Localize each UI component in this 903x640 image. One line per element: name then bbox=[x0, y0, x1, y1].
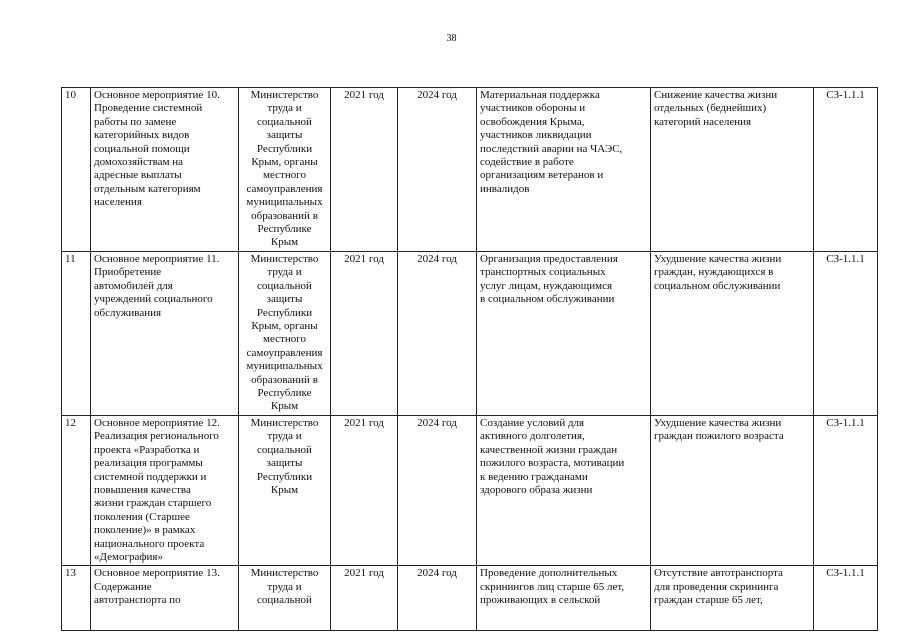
expected-result-cell: Проведение дополнительных скринингов лиц старше 65 лет, проживающих в сельской bbox=[477, 566, 651, 631]
executor-cell: Министерство труда и социальной bbox=[239, 566, 331, 631]
indicator-code-cell: СЗ-1.1.1 bbox=[814, 566, 878, 631]
end-year-cell: 2024 год bbox=[398, 88, 477, 252]
end-year-cell: 2024 год bbox=[398, 416, 477, 566]
indicator-code-cell: СЗ-1.1.1 bbox=[814, 252, 878, 416]
expected-result-cell: Организация предоставления транспортных социальных услуг лицам, нуждающимся в социальном обслуживании bbox=[477, 252, 651, 416]
activity-cell: Основное мероприятие 11. Приобретение автомобилей для учреждений социального обслуживания bbox=[91, 252, 239, 416]
consequence-cell: Ухудшение качества жизни граждан, нуждающихся в социальном обслуживании bbox=[651, 252, 814, 416]
table-row bbox=[62, 416, 878, 566]
start-year-cell: 2021 год bbox=[331, 416, 398, 566]
start-year-cell: 2021 год bbox=[331, 252, 398, 416]
row-number: 10 bbox=[62, 88, 91, 252]
expected-result-cell: Материальная поддержка участников обороны и освобождения Крыма, участников ликвидации последствий аварии на ЧАЭС, содействие в работе организациям ветеранов и инвалидов bbox=[477, 88, 651, 252]
program-activities-table bbox=[61, 87, 878, 631]
row-number: 12 bbox=[62, 416, 91, 566]
activity-cell: Основное мероприятие 13. Содержание автотранспорта по bbox=[91, 566, 239, 631]
activity-cell: Основное мероприятие 10. Проведение системной работы по замене категорийных видов социальной помощи домохозяйствам на адресные выплаты отдельным категориям населения bbox=[91, 88, 239, 252]
page-number: 38 bbox=[446, 33, 457, 44]
expected-result-cell: Создание условий для активного долголетия, качественной жизни граждан пожилого возраста, мотивации к ведению гражданами здорового образа жизни bbox=[477, 416, 651, 566]
consequence-cell: Снижение качества жизни отдельных (беднейших) категорий населения bbox=[651, 88, 814, 252]
end-year-cell: 2024 год bbox=[398, 252, 477, 416]
indicator-code-cell: СЗ-1.1.1 bbox=[814, 416, 878, 566]
row-number: 13 bbox=[62, 566, 91, 631]
executor-cell: Министерство труда и социальной защиты Республики Крым, органы местного самоуправления муниципальных образований в Республике Крым bbox=[239, 252, 331, 416]
start-year-cell: 2021 год bbox=[331, 88, 398, 252]
activity-cell: Основное мероприятие 12. Реализация регионального проекта «Разработка и реализация программы системной поддержки и повышения качества жизни граждан старшего поколения (Старшее поколение)» в рамках национального проекта «Демография» bbox=[91, 416, 239, 566]
start-year-cell: 2021 год bbox=[331, 566, 398, 631]
row-number: 11 bbox=[62, 252, 91, 416]
table-row bbox=[62, 252, 878, 416]
executor-cell: Министерство труда и социальной защиты Республики Крым, органы местного самоуправления муниципальных образований в Республике Крым bbox=[239, 88, 331, 252]
table-row bbox=[62, 566, 878, 631]
consequence-cell: Ухудшение качества жизни граждан пожилого возраста bbox=[651, 416, 814, 566]
indicator-code-cell: СЗ-1.1.1 bbox=[814, 88, 878, 252]
executor-cell: Министерство труда и социальной защиты Республики Крым bbox=[239, 416, 331, 566]
consequence-cell: Отсутствие автотранспорта для проведения скрининга граждан старше 65 лет, bbox=[651, 566, 814, 631]
end-year-cell: 2024 год bbox=[398, 566, 477, 631]
table-row bbox=[62, 88, 878, 252]
